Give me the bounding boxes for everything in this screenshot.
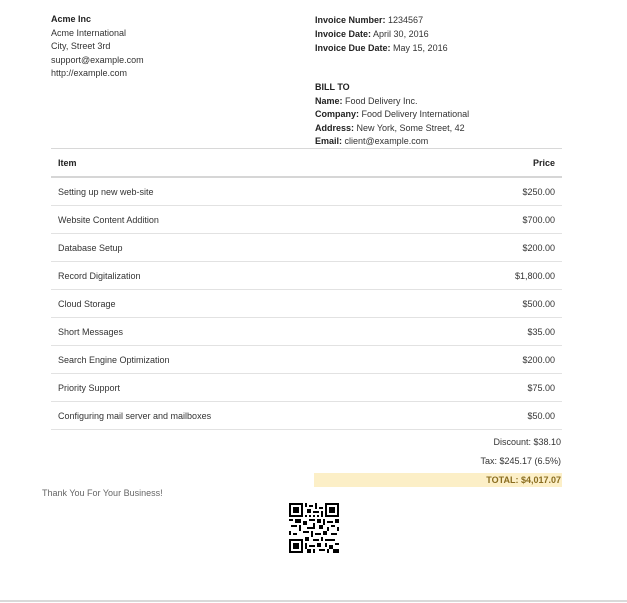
seller-website[interactable]: http://example.com xyxy=(51,68,128,79)
bill-to-address: Address: New York, Some Street, 42 xyxy=(315,122,465,133)
seller-email[interactable]: support@example.com xyxy=(51,54,144,65)
header-item: Item xyxy=(58,157,77,168)
qr-code-icon xyxy=(289,503,339,553)
row-price: $50.00 xyxy=(527,410,555,421)
total-value: TOTAL: $4,017.07 xyxy=(486,475,561,485)
tax-line: Tax: $245.17 (6.5%) xyxy=(480,456,561,466)
row-price: $75.00 xyxy=(527,382,555,393)
header-price: Price xyxy=(532,157,555,168)
bill-to-company: Company: Food Delivery International xyxy=(315,109,470,120)
seller-info xyxy=(51,13,144,81)
thank-you-note: Thank You For Your Business! xyxy=(42,488,163,498)
row-price: $250.00 xyxy=(522,186,555,197)
table-row xyxy=(51,290,562,318)
row-price: $1,800.00 xyxy=(514,270,555,281)
bill-to-heading: BILL TO xyxy=(315,82,350,92)
row-item: Search Engine Optimization xyxy=(58,354,170,365)
bill-to-email: Email: client@example.com xyxy=(315,136,429,147)
bill-to xyxy=(315,81,469,149)
invoice-due-date: Invoice Due Date: May 15, 2016 xyxy=(315,43,448,54)
row-price: $200.00 xyxy=(522,242,555,253)
table-row xyxy=(51,402,562,430)
row-price: $500.00 xyxy=(522,298,555,309)
row-price: $200.00 xyxy=(522,354,555,365)
bill-to-name: Name: Food Delivery Inc. xyxy=(315,95,418,106)
invoice-meta xyxy=(315,13,448,56)
total-line xyxy=(314,473,562,487)
table-row xyxy=(51,262,562,290)
row-item: Record Digitalization xyxy=(58,270,141,281)
discount-line: Discount: $38.10 xyxy=(493,437,561,447)
items-table xyxy=(51,148,562,430)
table-row xyxy=(51,346,562,374)
row-item: Priority Support xyxy=(58,382,121,393)
row-price: $35.00 xyxy=(527,326,555,337)
table-header xyxy=(51,148,562,178)
row-price: $700.00 xyxy=(522,214,555,225)
row-item: Cloud Storage xyxy=(58,298,116,309)
table-row xyxy=(51,178,562,206)
invoice-date: Invoice Date: April 30, 2016 xyxy=(315,29,429,40)
seller-name: Acme Inc xyxy=(51,14,92,24)
row-item: Short Messages xyxy=(58,326,124,337)
table-row xyxy=(51,234,562,262)
row-item: Website Content Addition xyxy=(58,214,159,225)
table-row xyxy=(51,374,562,402)
table-row xyxy=(51,318,562,346)
row-item: Setting up new web-site xyxy=(58,186,154,197)
row-item: Configuring mail server and mailboxes xyxy=(58,410,212,421)
seller-address: City, Street 3rd xyxy=(51,41,111,52)
row-item: Database Setup xyxy=(58,242,123,253)
page-divider xyxy=(0,600,627,602)
seller-company: Acme International xyxy=(51,27,127,38)
invoice-number: Invoice Number: 1234567 xyxy=(315,15,424,25)
table-row xyxy=(51,206,562,234)
